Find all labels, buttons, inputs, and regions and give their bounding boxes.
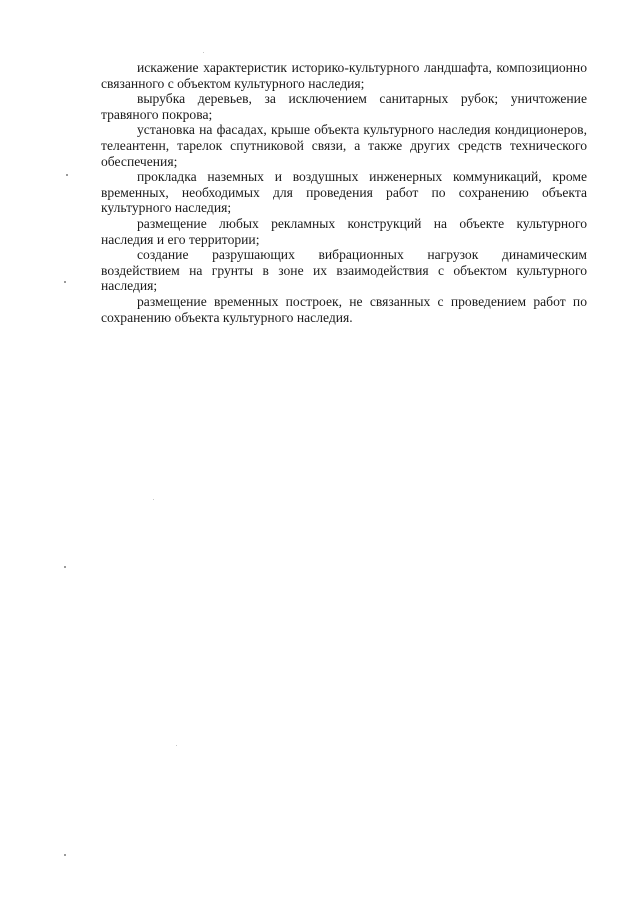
scan-speck [64, 566, 66, 568]
paragraph-vibration-loads: создание разрушающих вибрационных нагрузок динамическим воздействием на грунты в зоне их взаимодействия с объектом культурного наследия; [101, 247, 587, 294]
paragraph-utility-lines: прокладка наземных и воздушных инженерных коммуникаций, кроме временных, необходимых для проведения работ по сохранению объекта культурного наследия; [101, 169, 587, 216]
paragraph-landscape-distortion: искажение характеристик историко-культурного ландшафта, композиционно связанного с объектом культурного наследия; [101, 60, 587, 91]
paragraph-facade-equipment: установка на фасадах, крыше объекта культурного наследия кондиционеров, телеантенн, тарелок спутниковой связи, а также других средств технического обеспечения; [101, 122, 587, 169]
paragraph-temporary-buildings: размещение временных построек, не связанных с проведением работ по сохранению объекта культурного наследия. [101, 293, 587, 325]
scan-speck [64, 281, 66, 283]
scan-speck [203, 52, 204, 53]
paragraph-tree-felling: вырубка деревьев, за исключением санитарных рубок; уничтожение травяного покрова; [101, 91, 587, 122]
paragraph-advertising: размещение любых рекламных конструкций на объекте культурного наследия и его территории; [101, 215, 587, 247]
scan-speck [176, 745, 177, 746]
scan-speck [153, 499, 154, 500]
scan-speck [64, 854, 66, 856]
scan-speck [66, 174, 68, 176]
document-body [101, 60, 587, 325]
